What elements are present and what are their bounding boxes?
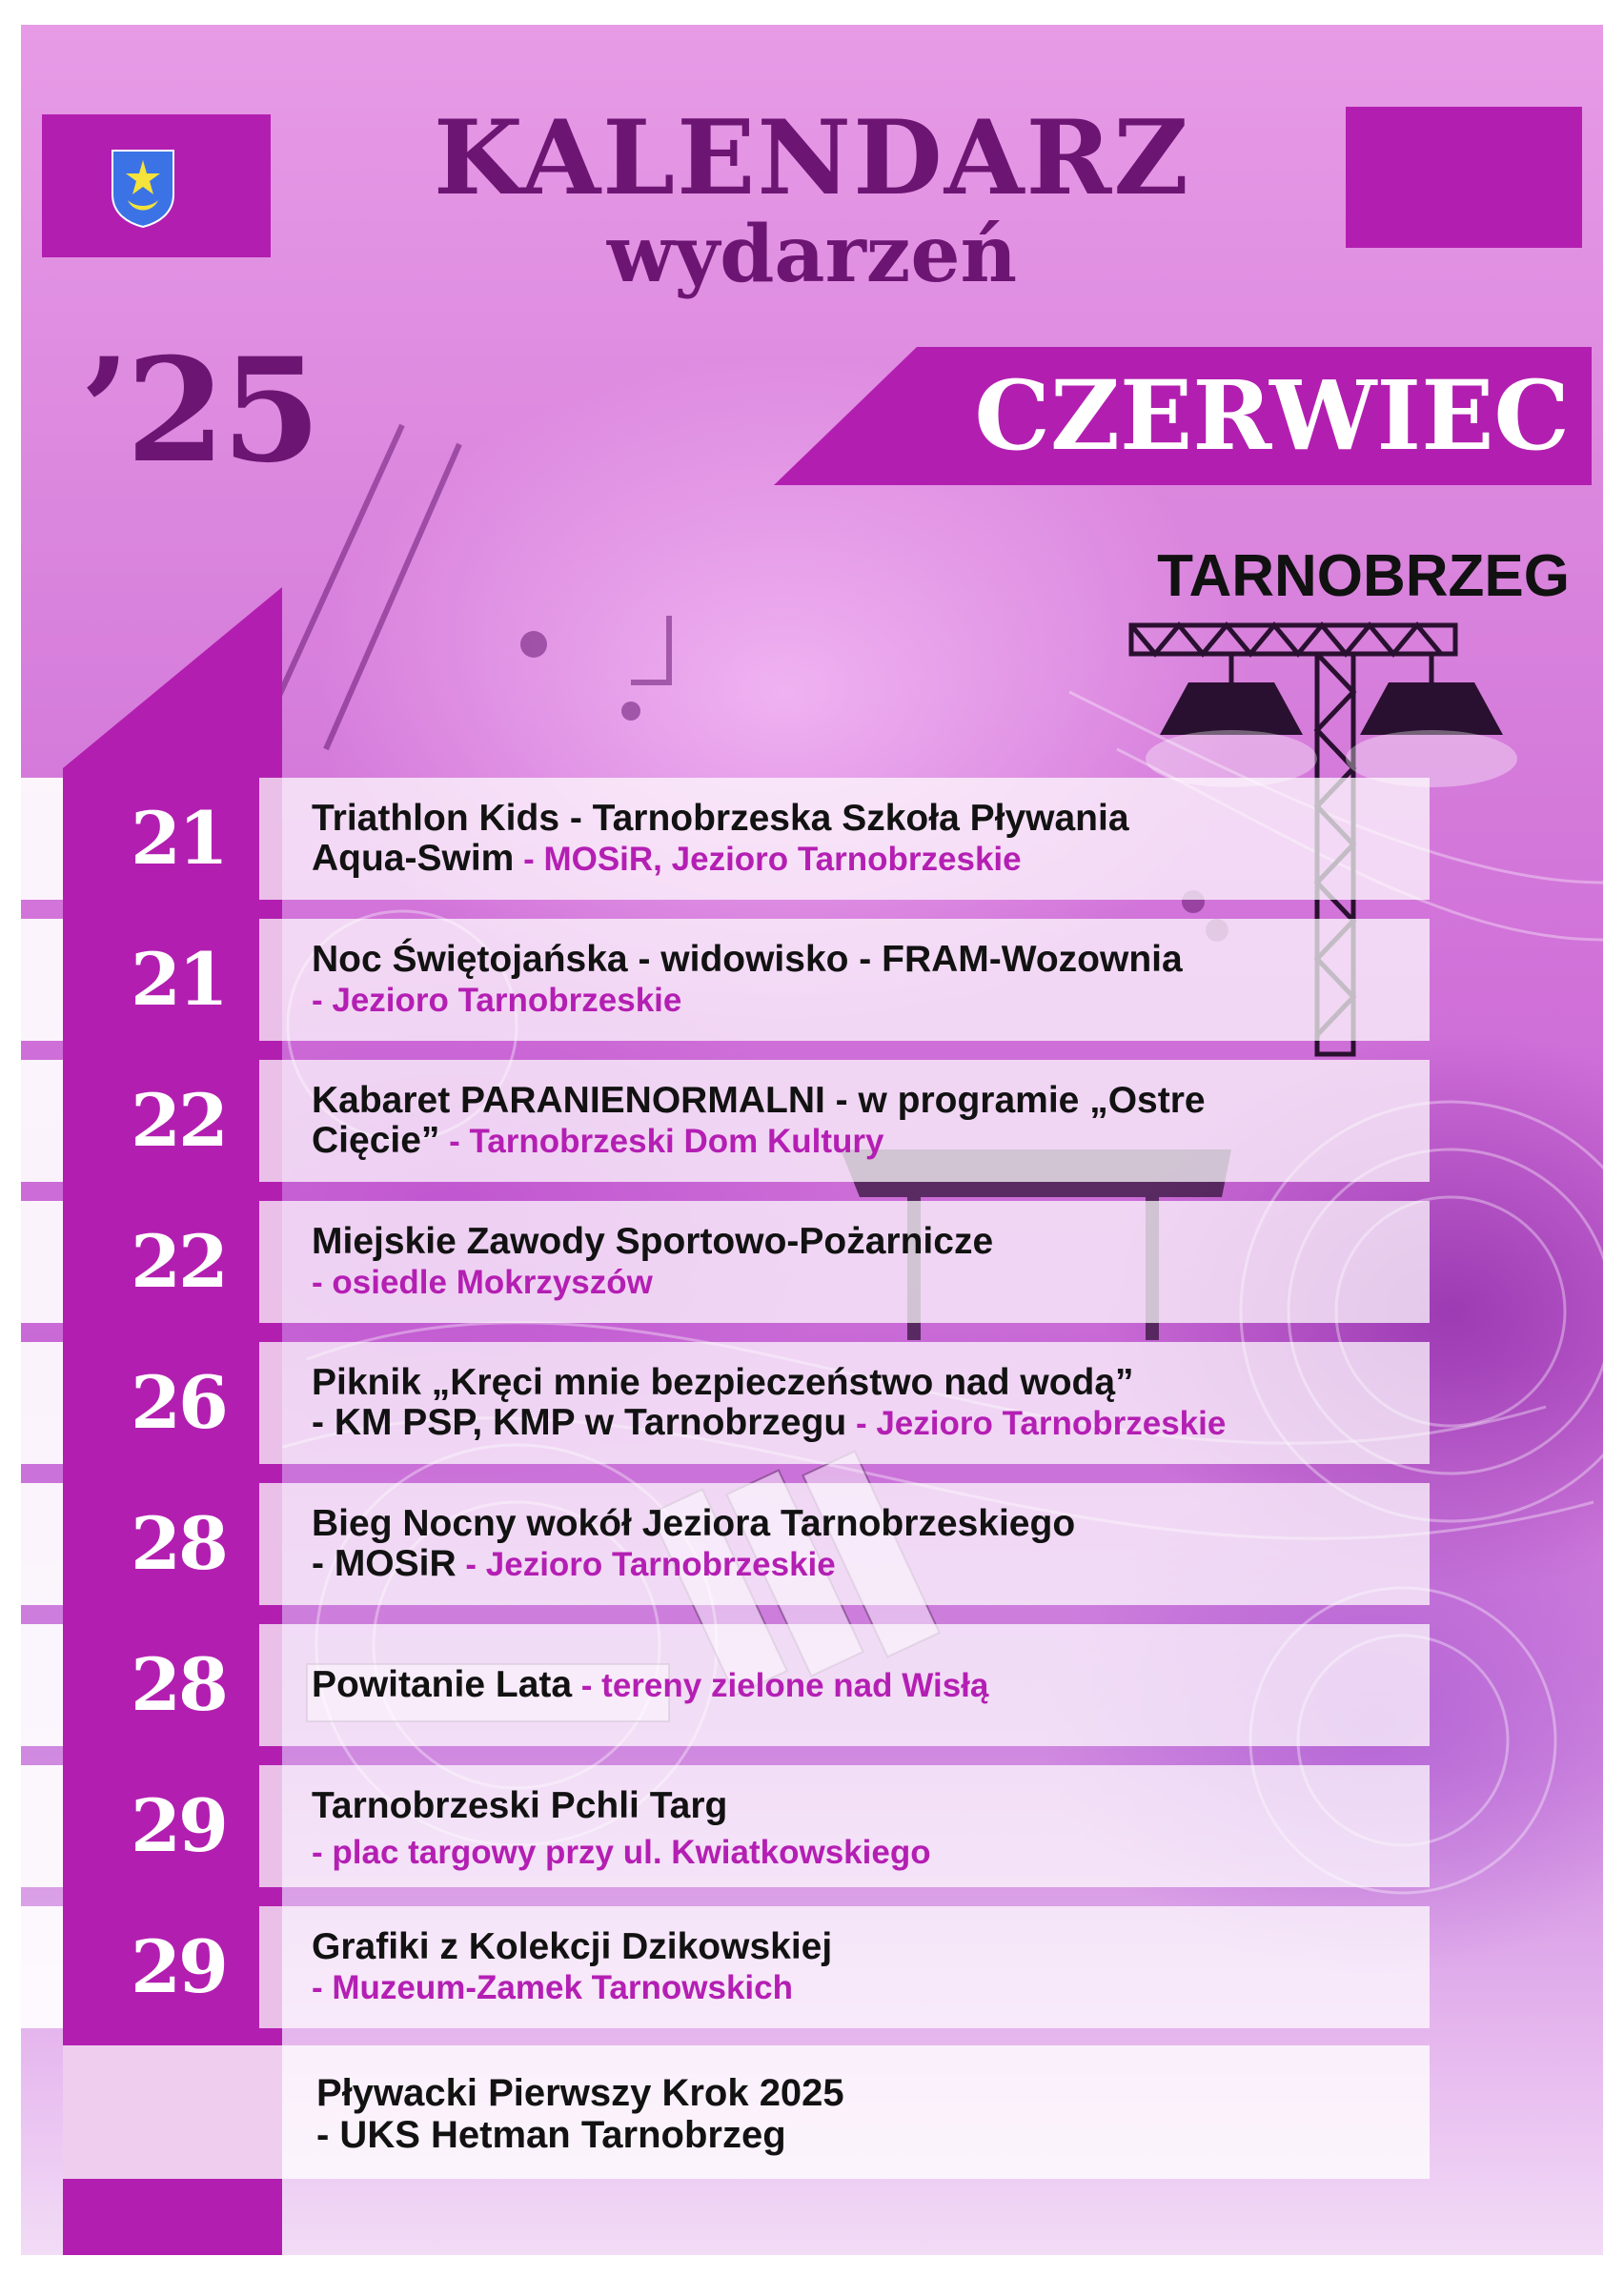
event-location: - plac targowy przy ul. Kwiatkowskiego bbox=[312, 1834, 931, 1871]
event-row bbox=[259, 1060, 1430, 1182]
event-day: 22 bbox=[131, 1078, 226, 1163]
row-notch bbox=[21, 1342, 63, 1464]
event-title: Noc Świętojańska - widowisko - FRAM-Wozownia bbox=[312, 939, 1183, 980]
event-location: - MOSiR, Jezioro Tarnobrzeskie bbox=[514, 841, 1022, 878]
event-day: 29 bbox=[131, 1783, 226, 1868]
event-day: 21 bbox=[131, 937, 226, 1022]
event-location: - Jezioro Tarnobrzeskie bbox=[312, 982, 682, 1019]
event-row bbox=[259, 778, 1430, 900]
event-day: 22 bbox=[131, 1219, 226, 1304]
event-location: - Jezioro Tarnobrzeskie bbox=[846, 1405, 1227, 1442]
row-notch bbox=[21, 1060, 63, 1182]
extra-event-row bbox=[63, 2045, 1430, 2179]
event-day: 29 bbox=[131, 1924, 226, 2009]
month-label: CZERWIEC bbox=[974, 359, 1570, 472]
event-text bbox=[312, 1665, 1420, 1706]
event-title: Powitanie Lata bbox=[312, 1664, 573, 1705]
event-title: Tarnobrzeski Pchli Targ bbox=[312, 1785, 728, 1826]
event-text bbox=[312, 1081, 1420, 1162]
poster bbox=[21, 25, 1603, 2255]
event-title-cont: Cięcie” bbox=[312, 1120, 440, 1161]
event-title: Bieg Nocny wokół Jeziora Tarnobrzeskiego bbox=[312, 1503, 1076, 1544]
event-day: 21 bbox=[131, 796, 226, 881]
event-title: Grafiki z Kolekcji Dzikowskiej bbox=[312, 1926, 833, 1967]
crest-block bbox=[42, 114, 271, 257]
row-notch bbox=[21, 1906, 63, 2028]
event-text bbox=[312, 940, 1420, 1021]
event-location: - osiedle Mokrzyszów bbox=[312, 1264, 653, 1301]
row-notch bbox=[21, 919, 63, 1041]
star-moon-shield-icon bbox=[109, 147, 177, 229]
event-row bbox=[259, 919, 1430, 1041]
event-title-cont: Aqua-Swim bbox=[312, 838, 515, 879]
row-notch bbox=[21, 1624, 63, 1746]
event-row bbox=[259, 1765, 1430, 1887]
row-notch bbox=[21, 1765, 63, 1887]
extra-event-text bbox=[316, 2072, 844, 2156]
row-notch bbox=[21, 1483, 63, 1605]
event-text bbox=[312, 1504, 1420, 1585]
page-subtitle: wydarzeń bbox=[606, 209, 1018, 300]
event-day: 28 bbox=[131, 1642, 226, 1727]
event-text bbox=[312, 1363, 1420, 1444]
event-location: - tereny zielone nad Wisłą bbox=[572, 1667, 989, 1704]
event-text bbox=[312, 1222, 1420, 1303]
event-row bbox=[259, 1483, 1430, 1605]
event-title: Kabaret PARANIENORMALNI - w programie „Ostre bbox=[312, 1080, 1206, 1121]
event-title-cont: - KM PSP, KMP w Tarnobrzegu bbox=[312, 1402, 847, 1443]
event-row bbox=[259, 1624, 1430, 1746]
event-title: Triathlon Kids - Tarnobrzeska Szkoła Pływania bbox=[312, 798, 1129, 839]
page-title: KALENDARZ bbox=[433, 98, 1191, 218]
row-notch bbox=[21, 778, 63, 900]
event-location: - Jezioro Tarnobrzeskie bbox=[456, 1546, 836, 1583]
event-title-cont: - MOSiR bbox=[312, 1543, 457, 1584]
event-location: - Tarnobrzeski Dom Kultury bbox=[439, 1123, 884, 1160]
extra-event-title: Pływacki Pierwszy Krok 2025 bbox=[316, 2072, 844, 2114]
extra-event-organizer: - UKS Hetman Tarnobrzeg bbox=[316, 2114, 786, 2156]
city-label: TARNOBRZEG bbox=[1157, 543, 1570, 609]
event-text bbox=[312, 1927, 1420, 2008]
year-label: ’25 bbox=[80, 327, 317, 495]
event-row bbox=[259, 1906, 1430, 2028]
event-text bbox=[312, 1786, 1420, 1873]
event-row bbox=[259, 1201, 1430, 1323]
event-day: 26 bbox=[131, 1360, 226, 1445]
event-location: - Muzeum-Zamek Tarnowskich bbox=[312, 1969, 794, 2006]
row-notch bbox=[21, 1201, 63, 1323]
event-text bbox=[312, 799, 1420, 880]
event-row bbox=[259, 1342, 1430, 1464]
header-accent-block bbox=[1346, 107, 1582, 248]
event-title: Miejskie Zawody Sportowo-Pożarnicze bbox=[312, 1221, 994, 1262]
event-title: Piknik „Kręci mnie bezpieczeństwo nad wodą” bbox=[312, 1362, 1134, 1403]
event-day: 28 bbox=[131, 1501, 226, 1586]
